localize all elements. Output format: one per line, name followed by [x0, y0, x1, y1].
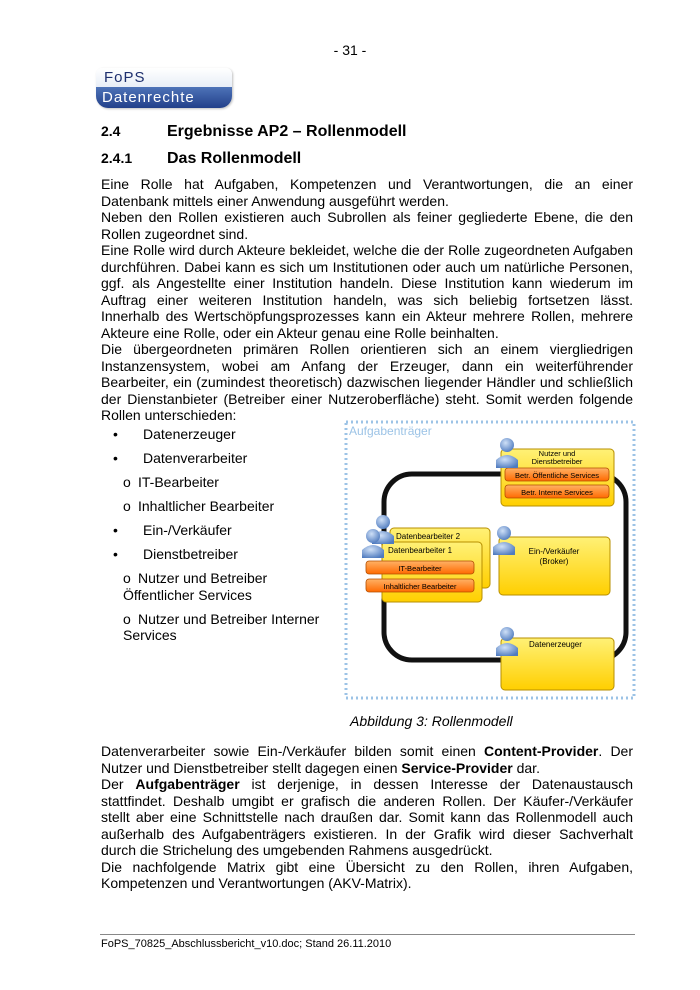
subsection-title: Das Rollenmodell	[167, 150, 302, 167]
paragraph: Eine Rolle hat Aufgaben, Kompetenzen und Verantwortungen, die an einer Datenbank mittels einer Anwendung ausgeführt werden.	[101, 176, 633, 209]
paragraph: Die nachfolgende Matrix gibt eine Übersicht zu den Rollen, ihren Aufgaben, Kompetenzen und Verantwortungen (AKV-Matrix).	[101, 858, 633, 891]
erzeuger-box	[496, 627, 614, 690]
paragraph: Datenverarbeiter sowie Ein-/Verkäufer bilden somit einen Content-Provider. Der Nutzer und Dienstbetreiber stellt dagegen einen Service-Provider dar.	[101, 743, 634, 776]
erzeuger-title: Datenerzeuger	[529, 640, 582, 649]
subsection-number: 2.4.1	[101, 150, 133, 166]
section-heading	[101, 123, 406, 141]
list-item: • Ein-/Verkäufer	[113, 522, 232, 538]
bearbeiter-1-title: Datenbearbeiter 1	[388, 546, 453, 555]
role-list	[113, 426, 328, 651]
broker-title: Ein-/Verkäufer	[528, 547, 580, 556]
datenverarbeiter-box	[362, 515, 490, 602]
verarbeiter-sub-2: Inhaltlicher Bearbeiter	[383, 582, 457, 591]
paragraph: Der Aufgabenträger ist derjenige, in dessen Interesse der Datenaustausch stattfindet. Deshalb umgibt er grafisch die anderen Rollen. Der Käufer-/Verkäufer stellt aber eine Schnittstelle nach draußen dar. Somit kann das Rollenmodell auch außerhalb des Aufgabenträgers existieren. In der Grafik wird dieser Sachverhalt durch die Strichelung des umgebenden Rahmens ausgedrückt.	[101, 776, 634, 858]
figure-caption: Abbildung 3: Rollenmodell	[350, 713, 513, 729]
page-number: - 31 -	[333, 42, 367, 58]
dienst-title-line-2: Dienstbetreiber	[531, 457, 583, 466]
paragraph: Eine Rolle wird durch Akteure bekleidet, welche die der Rolle zugeordneten Aufgaben durchführen. Dabei kann es sich um Institutionen oder auch um natürliche Personen, ggf. als Angestellte einer Institution handeln. Diese Institution kann wiederum im Auftrag einer weiteren Institution handeln, was sich beliebig fortsetzen lässt. Innerhalb des Wertschöpfungsprozesses kann ein Akteur mehrere Rollen, mehrere Akteure eine Rolle, oder ein Akteur genau eine Rolle beinhalten.	[101, 242, 633, 341]
broker-subtitle: (Broker)	[539, 557, 569, 566]
list-item: o Inhaltlicher Bearbeiter	[123, 498, 275, 514]
role-model-diagram	[344, 420, 636, 700]
list-item: • Dienstbetreiber	[113, 546, 238, 562]
body-text-top	[101, 176, 633, 424]
list-item: o Nutzer und Betreiber Interner Services	[123, 610, 320, 643]
paragraph: Neben den Rollen existieren auch Subrollen als feiner gegliederte Ebene, die den Rollen zugeordnet sind.	[101, 209, 633, 242]
bearbeiter-2-title: Datenbearbeiter 2	[396, 532, 461, 541]
dienstbetreiber-box	[496, 438, 614, 506]
section-title: Ergebnisse AP2 – Rollenmodell	[167, 123, 407, 140]
body-text-bottom	[101, 743, 633, 892]
logo-line-1: FoPS	[96, 68, 232, 87]
broker-box	[493, 526, 610, 595]
verarbeiter-sub-1: IT-Bearbeiter	[398, 564, 442, 573]
fops-logo	[96, 68, 232, 108]
dienst-title-line-1: Nutzer und	[538, 449, 576, 458]
paragraph: Die übergeordneten primären Rollen orientieren sich an einem viergliedrigen Instanzensystem, wobei am Anfang der Erzeuger, dann ein weiterführender Bearbeiter, ein (zumindest theoretisch) dazwischen liegender Händler und schließlich der Dienstanbieter (Betreiber einer Nutzeroberfläche) steht. Somit werden folgende Rollen unterschieden:	[101, 341, 633, 423]
list-item: o Nutzer und Betreiber Öffentlicher Services	[123, 570, 268, 603]
dienst-sub-2: Betr. Interne Services	[521, 488, 593, 497]
list-item: • Datenverarbeiter	[113, 450, 248, 466]
subsection-heading	[101, 150, 301, 168]
list-item: o IT-Bearbeiter	[123, 474, 219, 490]
section-number: 2.4	[101, 123, 121, 139]
list-item: • Datenerzeuger	[113, 426, 236, 442]
frame-label: Aufgabenträger	[349, 424, 432, 438]
dienst-sub-1: Betr. Öffentliche Services	[514, 471, 600, 480]
footer-divider	[100, 934, 635, 935]
footer: FoPS_70825_Abschlussbericht_v10.doc; Stand 26.11.2010	[101, 938, 392, 950]
logo-line-2: Datenrechte	[96, 87, 232, 108]
